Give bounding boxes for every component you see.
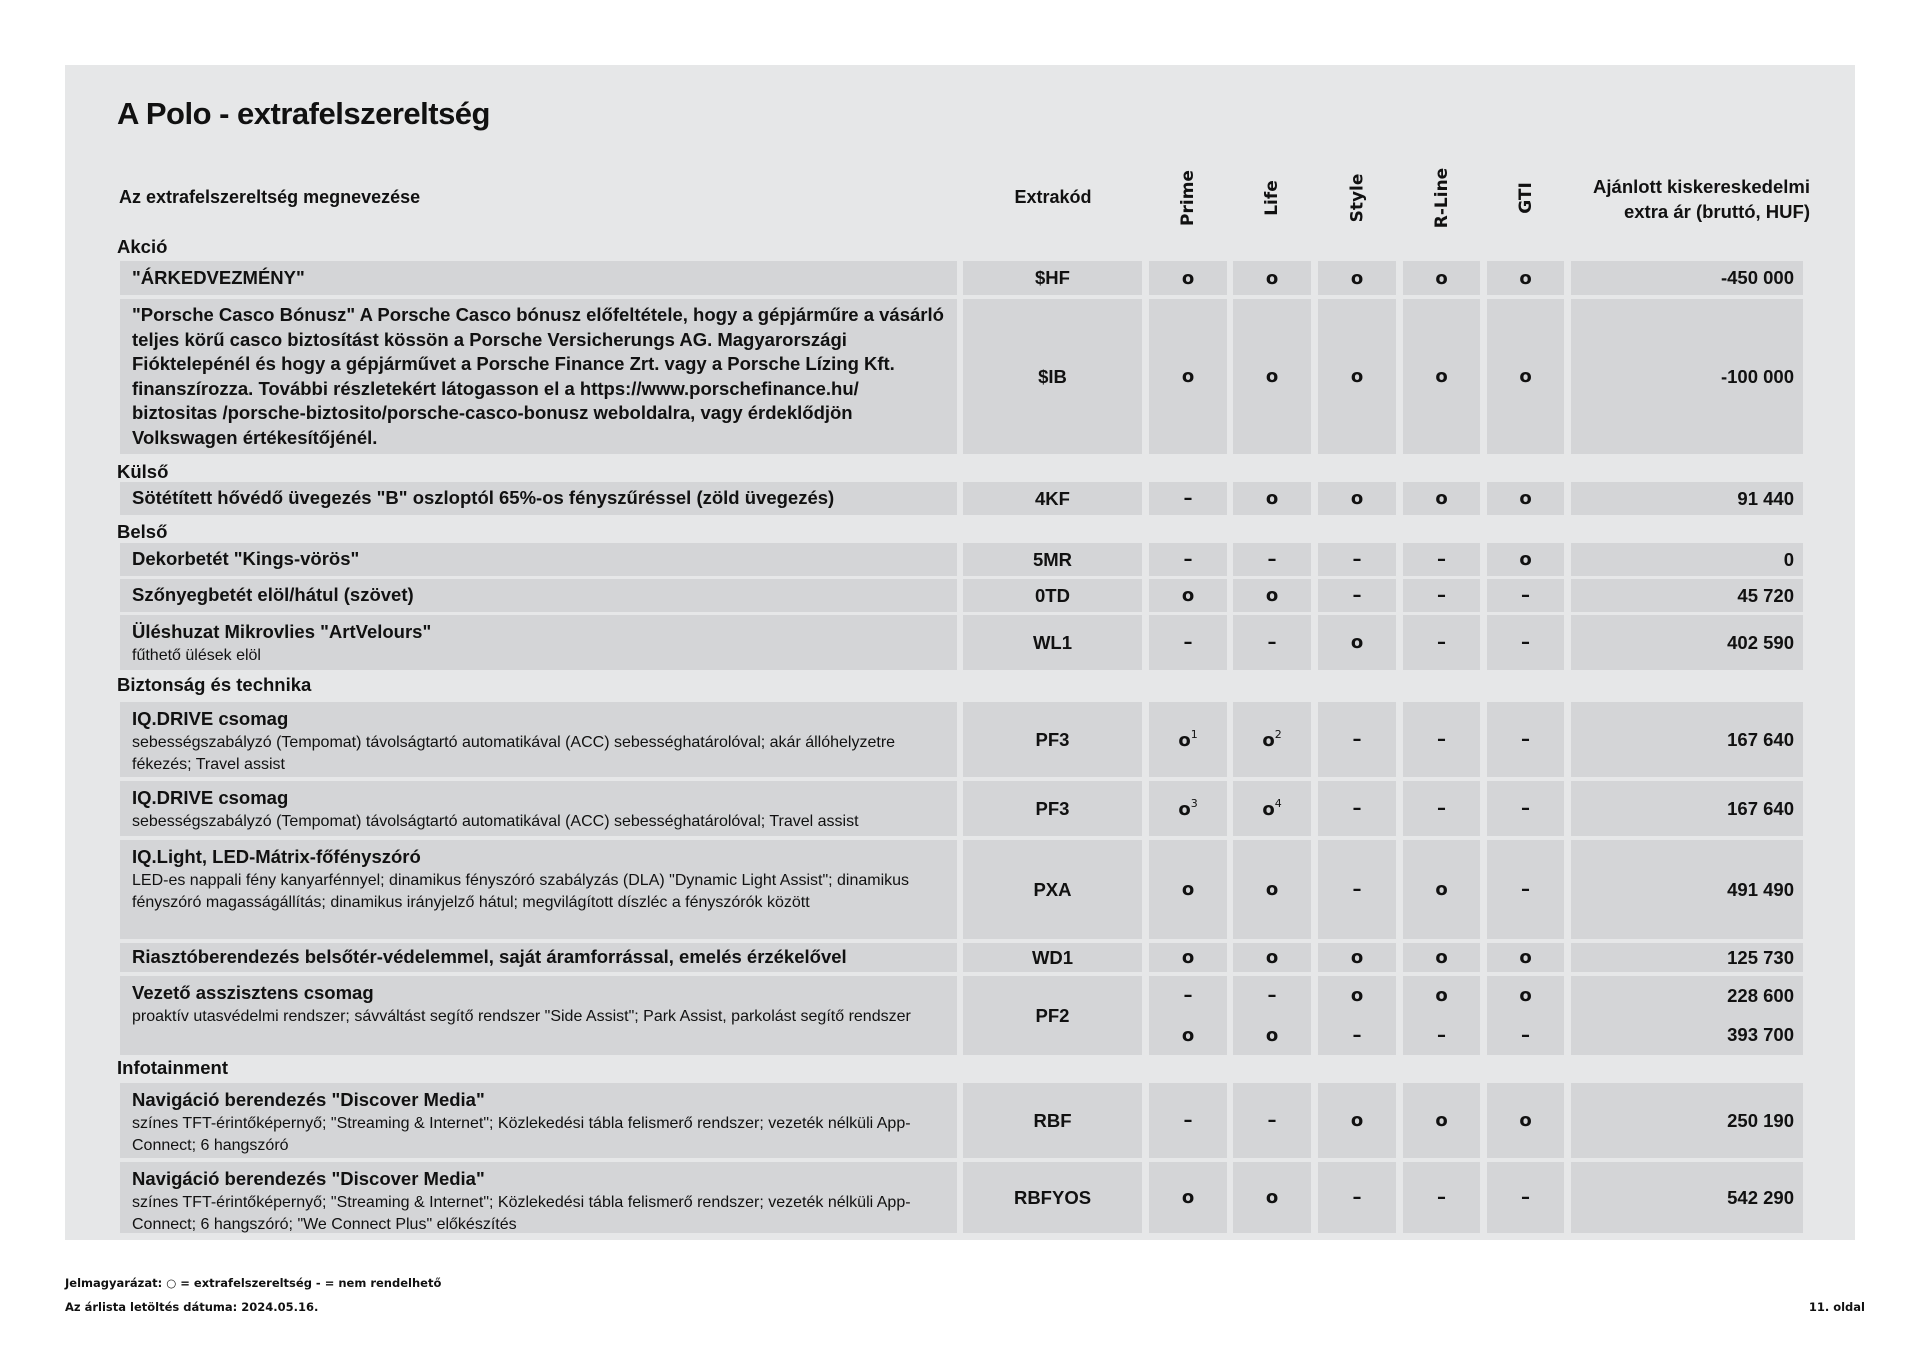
header-code: Extrakód	[1014, 187, 1092, 207]
option-name: "ÁRKEDVEZMÉNY"	[132, 266, 305, 288]
trim-cell-gti	[1487, 840, 1564, 939]
trim-cell-rline	[1403, 579, 1480, 612]
price-value: 167 640	[1727, 797, 1794, 819]
option-description	[120, 543, 957, 576]
availability-mark: o	[1181, 585, 1195, 606]
trim-cell-prime	[1149, 299, 1227, 454]
section-label: Infotainment	[117, 1057, 228, 1078]
trim-cell-gti	[1487, 1162, 1564, 1233]
availability-mark: –	[1352, 1024, 1362, 1046]
price-value: 125 730	[1727, 946, 1794, 968]
availability-mark: –	[1437, 1024, 1446, 1046]
trim-cell-style	[1318, 976, 1396, 1055]
trim-cell-life	[1233, 976, 1311, 1055]
availability-mark: o	[1350, 267, 1364, 289]
availability-mark: –	[1183, 549, 1193, 570]
availability-mark: –	[1437, 798, 1446, 819]
header-trim-style: Style	[1347, 173, 1367, 223]
option-description	[120, 1162, 957, 1233]
footnote-ref: 4	[1274, 797, 1282, 810]
option-description	[120, 482, 957, 515]
option-name: Riasztóberendezés belsőtér-védelemmel, saját áramforrással, emelés érzékelővel	[132, 946, 847, 968]
availability-mark: o	[1265, 585, 1279, 606]
trim-cell-life	[1233, 1162, 1311, 1233]
availability-mark: –	[1267, 549, 1277, 570]
availability-mark: o	[1181, 267, 1195, 289]
availability-mark: o	[1350, 366, 1364, 387]
header-trim-life: Life	[1262, 180, 1282, 216]
availability-mark: –	[1437, 632, 1446, 653]
availability-mark: –	[1183, 632, 1193, 653]
trim-cell-gti	[1487, 482, 1564, 515]
trim-cell-rline	[1403, 781, 1480, 836]
availability-mark: –	[1352, 879, 1362, 900]
trim-cell-prime	[1149, 976, 1227, 1055]
option-code: $IB	[963, 299, 1142, 454]
section-label: Biztonság és technika	[117, 674, 312, 695]
option-description	[120, 299, 957, 454]
trim-cell-gti	[1487, 702, 1564, 777]
price-value: 542 290	[1727, 1186, 1794, 1208]
trim-cell-prime	[1149, 579, 1227, 612]
option-name: IQ.DRIVE csomag	[132, 787, 289, 808]
trim-cell-gti	[1487, 615, 1564, 670]
price-value: 491 490	[1727, 878, 1794, 900]
availability-mark: –	[1521, 1024, 1530, 1046]
trim-cell-life	[1233, 1083, 1311, 1158]
trim-cell-life	[1233, 840, 1311, 939]
trim-cell-rline	[1403, 840, 1480, 939]
trim-cell-prime	[1149, 482, 1227, 515]
option-details: színes TFT-érintőképernyő; "Streaming & Internet"; Közlekedési tábla felismerő rendszer; vezeték nélküli App-Connect; 6 hangszóró	[132, 1114, 911, 1154]
page-title: A Polo - extrafelszereltség	[117, 96, 490, 131]
option-code: 0TD	[963, 579, 1142, 612]
trim-cell-rline	[1403, 543, 1480, 576]
availability-mark: o	[1519, 488, 1532, 509]
option-price	[1571, 702, 1803, 777]
trim-cell-life	[1233, 299, 1311, 454]
option-code: 4KF	[963, 482, 1142, 515]
availability-mark: o	[1519, 366, 1532, 387]
option-price	[1571, 261, 1803, 295]
option-code: WD1	[963, 943, 1142, 972]
trim-cell-rline	[1403, 615, 1480, 670]
availability-mark: o	[1350, 488, 1364, 509]
trim-cell-life	[1233, 943, 1311, 972]
price-value: 228 600	[1727, 984, 1794, 1006]
availability-mark: o	[1265, 267, 1279, 289]
trim-cell-rline	[1403, 261, 1480, 295]
footnote-ref: 2	[1274, 728, 1282, 741]
availability-mark: o	[1265, 488, 1279, 509]
availability-mark: o	[1265, 879, 1279, 900]
trim-cell-style	[1318, 943, 1396, 972]
option-code: WL1	[963, 615, 1142, 670]
section-label: Akció	[117, 236, 168, 257]
option-description	[120, 702, 957, 777]
option-price	[1571, 976, 1803, 1055]
availability-mark: $o^3$	[1178, 797, 1198, 820]
trim-cell-prime	[1149, 543, 1227, 576]
option-name: IQ.Light, LED-Mátrix-főfényszóró	[132, 846, 421, 867]
trim-cell-style	[1318, 482, 1396, 515]
option-price	[1571, 943, 1803, 972]
availability-mark: o	[1435, 366, 1448, 387]
trim-cell-gti	[1487, 579, 1564, 612]
availability-mark: o	[1265, 1024, 1279, 1046]
availability-mark: –	[1437, 1187, 1446, 1208]
option-code: 5MR	[963, 543, 1142, 576]
trim-cell-rline	[1403, 1083, 1480, 1158]
trim-cell-style	[1318, 543, 1396, 576]
availability-mark: o	[1181, 879, 1195, 900]
trim-cell-style	[1318, 1162, 1396, 1233]
option-name: Navigáció berendezés "Discover Media"	[132, 1168, 485, 1189]
trim-cell-style	[1318, 299, 1396, 454]
option-code: PF3	[963, 702, 1142, 777]
header-trim-prime: Prime	[1177, 170, 1198, 226]
trim-cell-prime	[1149, 781, 1227, 836]
trim-cell-gti	[1487, 781, 1564, 836]
option-code: PXA	[963, 840, 1142, 939]
option-name: IQ.DRIVE csomag	[132, 708, 289, 729]
availability-mark: –	[1437, 549, 1446, 570]
option-details: LED-es nappali fény kanyarfénnyel; dinamikus fényszóró szabályzás (DLA) "Dynamic Light Assist"; dinamikus fényszóró magasságállítás; dinamikus irányjelző hátul; megvilágított díszléc a fényszórók között	[132, 871, 910, 911]
trim-cell-style	[1318, 579, 1396, 612]
option-description	[120, 840, 957, 939]
availability-mark: –	[1521, 798, 1530, 819]
option-description	[120, 976, 957, 1055]
trim-cell-style	[1318, 1083, 1396, 1158]
availability-mark: o	[1519, 267, 1532, 289]
price-value: 45 720	[1737, 584, 1794, 606]
trim-cell-prime	[1149, 943, 1227, 972]
availability-mark: –	[1267, 1110, 1277, 1131]
availability-mark: –	[1183, 1110, 1193, 1131]
page-number: 11. oldal	[1808, 1300, 1865, 1314]
trim-cell-prime	[1149, 261, 1227, 295]
option-name: Dekorbetét "Kings-vörös"	[132, 548, 360, 570]
option-name: Vezető asszisztens csomag	[132, 982, 374, 1003]
option-name: Sötétített hővédő üvegezés "B" oszloptól 65%-os fényszűréssel (zöld üvegezés)	[132, 487, 835, 509]
legend: Jelmagyarázat: ○ = extrafelszereltség - = nem rendelhető	[65, 1276, 442, 1290]
price-value: 167 640	[1727, 728, 1794, 750]
availability-mark: –	[1521, 879, 1530, 900]
option-price	[1571, 781, 1803, 836]
availability-mark: o	[1265, 366, 1279, 387]
availability-mark: –	[1352, 1187, 1362, 1208]
option-name: Üléshuzat Mikrovlies "ArtVelours"	[132, 621, 432, 642]
availability-mark: o	[1265, 1187, 1279, 1208]
option-description	[120, 261, 957, 295]
availability-mark: o	[1181, 1187, 1195, 1208]
availability-mark: o	[1181, 1024, 1195, 1046]
option-description	[120, 579, 957, 612]
trim-cell-life	[1233, 261, 1311, 295]
trim-cell-style	[1318, 781, 1396, 836]
header-trim-gti: GTI	[1515, 182, 1536, 214]
availability-mark: –	[1521, 632, 1530, 653]
option-details: színes TFT-érintőképernyő; "Streaming & Internet"; Közlekedési tábla felismerő rendszer; vezeték nélküli App-Connect; 6 hangszóró; "We Connect Plus" előkészítés	[132, 1193, 911, 1233]
availability-mark: o	[1435, 267, 1448, 289]
price-value-alt: 393 700	[1727, 1024, 1794, 1046]
availability-mark: o	[1519, 1110, 1532, 1131]
option-code: RBFYOS	[963, 1162, 1142, 1233]
option-code: PF2	[963, 976, 1142, 1055]
option-price	[1571, 299, 1803, 454]
trim-cell-rline	[1403, 702, 1480, 777]
availability-mark: o	[1435, 1110, 1448, 1131]
availability-mark: –	[1521, 729, 1530, 750]
price-value: 91 440	[1737, 487, 1794, 509]
option-price	[1571, 482, 1803, 515]
option-name: Szőnyegbetét elöl/hátul (szövet)	[132, 584, 414, 606]
trim-cell-gti	[1487, 943, 1564, 972]
availability-mark: $o^2$	[1262, 728, 1282, 751]
availability-mark: –	[1352, 798, 1362, 819]
availability-mark: o	[1350, 947, 1364, 968]
option-details: sebességszabályzó (Tempomat) távolságtartó automatikával (ACC) sebességhatárolóval; Travel assist	[132, 812, 859, 830]
header-trim-rline: R-Line	[1431, 167, 1452, 229]
option-code: PF3	[963, 781, 1142, 836]
trim-cell-rline	[1403, 943, 1480, 972]
trim-cell-life	[1233, 543, 1311, 576]
trim-cell-life	[1233, 615, 1311, 670]
trim-cell-life	[1233, 579, 1311, 612]
availability-mark: –	[1352, 549, 1362, 570]
price-value: -100 000	[1720, 365, 1794, 387]
trim-cell-rline	[1403, 1162, 1480, 1233]
availability-mark: –	[1352, 585, 1362, 606]
availability-mark: $o^4$	[1262, 797, 1282, 820]
section-label: Külső	[117, 461, 169, 482]
trim-cell-prime	[1149, 702, 1227, 777]
trim-cell-style	[1318, 840, 1396, 939]
availability-mark: –	[1183, 488, 1193, 509]
price-value: 402 590	[1727, 631, 1794, 653]
availability-mark: o	[1435, 947, 1448, 968]
trim-cell-rline	[1403, 976, 1480, 1055]
trim-cell-life	[1233, 702, 1311, 777]
footnote-ref: 1	[1190, 728, 1198, 741]
footnote-ref: 3	[1190, 797, 1198, 810]
option-description	[120, 615, 957, 670]
option-price	[1571, 543, 1803, 576]
availability-mark: –	[1183, 985, 1193, 1007]
trim-cell-style	[1318, 261, 1396, 295]
availability-mark: o	[1435, 879, 1448, 900]
availability-mark: –	[1437, 729, 1446, 750]
option-price	[1571, 615, 1803, 670]
trim-cell-prime	[1149, 615, 1227, 670]
availability-mark: o	[1519, 947, 1532, 968]
section-label: Belső	[117, 521, 168, 542]
availability-mark: o	[1181, 947, 1195, 968]
header-price: Ajánlott kiskereskedelmi extra ár (bruttó, HUF)	[1593, 176, 1810, 222]
option-details: sebességszabályzó (Tempomat) távolságtartó automatikával (ACC) sebességhatárolóval; akár állóhelyzetre fékezés; Travel assist	[132, 733, 896, 773]
option-description	[120, 1083, 957, 1158]
option-details: proaktív utasvédelmi rendszer; sávváltást segítő rendszer "Side Assist"; Park Assist, parkolást segítő rendszer	[132, 1007, 911, 1025]
option-code: $HF	[963, 261, 1142, 295]
option-name: "Porsche Casco Bónusz" A Porsche Casco bónusz előfeltétele, hogy a gépjárműre a vásárló teljes körű casco biztosítást kössön a Porsche Versicherungs AG. Magyarországi Fióktelepénél és hogy a gépjárművet a Porsche Finance Zrt. vagy a Porsche Lízing Kft. finanszírozza. További részletekért látogasson el a https://www.porschefinance.hu/ biztositas /porsche-biztosito/porsche-casco-bonusz weboldalra, vagy érdeklődjön Volkswagen értékesítőjénél.	[132, 304, 944, 448]
option-description	[120, 781, 957, 836]
trim-cell-style	[1318, 615, 1396, 670]
availability-mark: o	[1435, 488, 1448, 509]
availability-mark: o	[1350, 985, 1364, 1007]
availability-mark: o	[1181, 366, 1195, 387]
trim-cell-life	[1233, 781, 1311, 836]
option-code: RBF	[963, 1083, 1142, 1158]
trim-cell-gti	[1487, 261, 1564, 295]
availability-mark: –	[1521, 1187, 1530, 1208]
trim-cell-rline	[1403, 299, 1480, 454]
header-description: Az extrafelszereltség megnevezése	[119, 187, 421, 207]
availability-mark: –	[1437, 585, 1446, 606]
availability-mark: o	[1350, 632, 1364, 653]
availability-mark: o	[1350, 1110, 1364, 1131]
trim-cell-prime	[1149, 1162, 1227, 1233]
option-price	[1571, 1162, 1803, 1233]
download-date: Az árlista letöltés dátuma: 2024.05.16.	[65, 1300, 319, 1314]
trim-cell-prime	[1149, 1083, 1227, 1158]
availability-mark: –	[1521, 585, 1530, 606]
trim-cell-gti	[1487, 543, 1564, 576]
trim-cell-gti	[1487, 299, 1564, 454]
option-price	[1571, 579, 1803, 612]
option-price	[1571, 840, 1803, 939]
trim-cell-life	[1233, 482, 1311, 515]
trim-cell-rline	[1403, 482, 1480, 515]
trim-cell-prime	[1149, 840, 1227, 939]
availability-mark: –	[1267, 632, 1277, 653]
option-details: fűthető ülések elöl	[132, 646, 261, 664]
availability-mark: o	[1519, 549, 1532, 570]
option-description	[120, 943, 957, 972]
trim-cell-style	[1318, 702, 1396, 777]
trim-cell-gti	[1487, 976, 1564, 1055]
trim-cell-gti	[1487, 1083, 1564, 1158]
price-value: 250 190	[1727, 1109, 1794, 1131]
availability-mark: $o^1$	[1178, 728, 1198, 751]
option-name: Navigáció berendezés "Discover Media"	[132, 1089, 485, 1110]
availability-mark: o	[1435, 985, 1448, 1007]
option-price	[1571, 1083, 1803, 1158]
price-value: 0	[1783, 548, 1794, 570]
price-value: -450 000	[1720, 267, 1794, 288]
availability-mark: –	[1267, 985, 1277, 1007]
availability-mark: –	[1352, 729, 1362, 750]
availability-mark: o	[1519, 985, 1532, 1007]
availability-mark: o	[1265, 947, 1279, 968]
